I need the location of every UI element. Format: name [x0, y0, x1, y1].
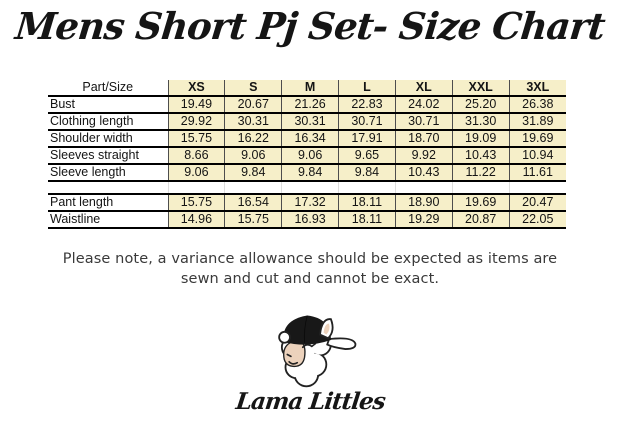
measurement-row: [48, 96, 566, 113]
row-label: Clothing length: [48, 113, 168, 130]
measurement-cell: 9.92: [395, 147, 452, 164]
measurement-cell: 19.69: [509, 130, 566, 147]
header-row: [48, 80, 566, 96]
measurement-cell: 16.54: [225, 194, 282, 211]
measurement-row: [48, 164, 566, 181]
size-column-header: S: [225, 80, 282, 96]
measurement-cell: 19.09: [452, 130, 509, 147]
measurement-row: [48, 113, 566, 130]
measurement-cell: 15.75: [168, 194, 225, 211]
size-column-header: XL: [395, 80, 452, 96]
measurement-cell: 30.31: [225, 113, 282, 130]
measurement-cell: 17.32: [282, 194, 339, 211]
spacer-row: [48, 181, 566, 194]
measurement-cell: 9.06: [225, 147, 282, 164]
measurement-cell: 9.06: [282, 147, 339, 164]
brand-name: Lama Littles: [233, 388, 387, 415]
measurement-cell: 9.06: [168, 164, 225, 181]
size-column-header: L: [339, 80, 396, 96]
brand-logo: [0, 292, 620, 415]
measurement-cell: 15.75: [225, 211, 282, 228]
measurement-cell: 18.70: [395, 130, 452, 147]
measurement-cell: 30.71: [339, 113, 396, 130]
size-column-header: XS: [168, 80, 225, 96]
measurement-cell: 9.84: [225, 164, 282, 181]
llama-with-cap-icon: [251, 292, 369, 388]
measurement-cell: 15.75: [168, 130, 225, 147]
spacer-cell: [168, 181, 225, 194]
spacer-cell: [282, 181, 339, 194]
spacer-cell: [48, 181, 168, 194]
measurement-cell: 20.87: [452, 211, 509, 228]
measurement-cell: 30.71: [395, 113, 452, 130]
measurement-row: [48, 130, 566, 147]
measurement-cell: 26.38: [509, 96, 566, 113]
spacer-cell: [339, 181, 396, 194]
spacer-cell: [452, 181, 509, 194]
row-label: Sleeve length: [48, 164, 168, 181]
measurement-cell: 19.49: [168, 96, 225, 113]
row-label: Pant length: [48, 194, 168, 211]
spacer-cell: [225, 181, 282, 194]
variance-note-line2: sewn and cut and cannot be exact.: [180, 271, 440, 287]
spacer-cell: [395, 181, 452, 194]
spacer-cell: [509, 181, 566, 194]
measurement-cell: 10.43: [395, 164, 452, 181]
section-spacer: [48, 181, 566, 194]
measurement-cell: 21.26: [282, 96, 339, 113]
measurement-cell: 22.05: [509, 211, 566, 228]
measurement-cell: 18.11: [339, 194, 396, 211]
measurement-cell: 24.02: [395, 96, 452, 113]
measurement-cell: 20.47: [509, 194, 566, 211]
measurement-row: [48, 147, 566, 164]
measurement-row: [48, 194, 566, 211]
row-label: Bust: [48, 96, 168, 113]
variance-note: [0, 249, 620, 289]
measurement-cell: 9.65: [339, 147, 396, 164]
measurement-cell: 10.43: [452, 147, 509, 164]
measurement-cell: 19.69: [452, 194, 509, 211]
size-chart-header: [48, 80, 566, 96]
row-label: Sleeves straight: [48, 147, 168, 164]
measurement-cell: 16.34: [282, 130, 339, 147]
page-title: Mens Short Pj Set- Size Chart: [13, 4, 607, 48]
measurement-cell: 25.20: [452, 96, 509, 113]
measurement-cell: 16.93: [282, 211, 339, 228]
size-chart: [48, 80, 566, 229]
measurement-row: [48, 211, 566, 228]
row-label: Waistline: [48, 211, 168, 228]
pant-measurements-section: [48, 194, 566, 228]
row-label: Shoulder width: [48, 130, 168, 147]
measurement-cell: 22.83: [339, 96, 396, 113]
measurement-cell: 20.67: [225, 96, 282, 113]
variance-note-line1: Please note, a variance allowance should be expected as items are: [62, 251, 558, 267]
size-column-header: XXL: [452, 80, 509, 96]
measurement-cell: 9.84: [339, 164, 396, 181]
measurement-cell: 19.29: [395, 211, 452, 228]
measurement-cell: 17.91: [339, 130, 396, 147]
measurement-cell: 14.96: [168, 211, 225, 228]
part-size-header: Part/Size: [48, 80, 168, 96]
measurement-cell: 10.94: [509, 147, 566, 164]
measurement-cell: 31.30: [452, 113, 509, 130]
size-column-header: 3XL: [509, 80, 566, 96]
size-chart-table: [48, 80, 566, 229]
size-column-header: M: [282, 80, 339, 96]
measurement-cell: 18.90: [395, 194, 452, 211]
measurement-cell: 30.31: [282, 113, 339, 130]
measurement-cell: 9.84: [282, 164, 339, 181]
measurement-cell: 31.89: [509, 113, 566, 130]
measurement-cell: 16.22: [225, 130, 282, 147]
measurement-cell: 11.61: [509, 164, 566, 181]
measurement-cell: 11.22: [452, 164, 509, 181]
measurement-cell: 8.66: [168, 147, 225, 164]
measurement-cell: 18.11: [339, 211, 396, 228]
shirt-measurements-section: [48, 96, 566, 181]
measurement-cell: 29.92: [168, 113, 225, 130]
